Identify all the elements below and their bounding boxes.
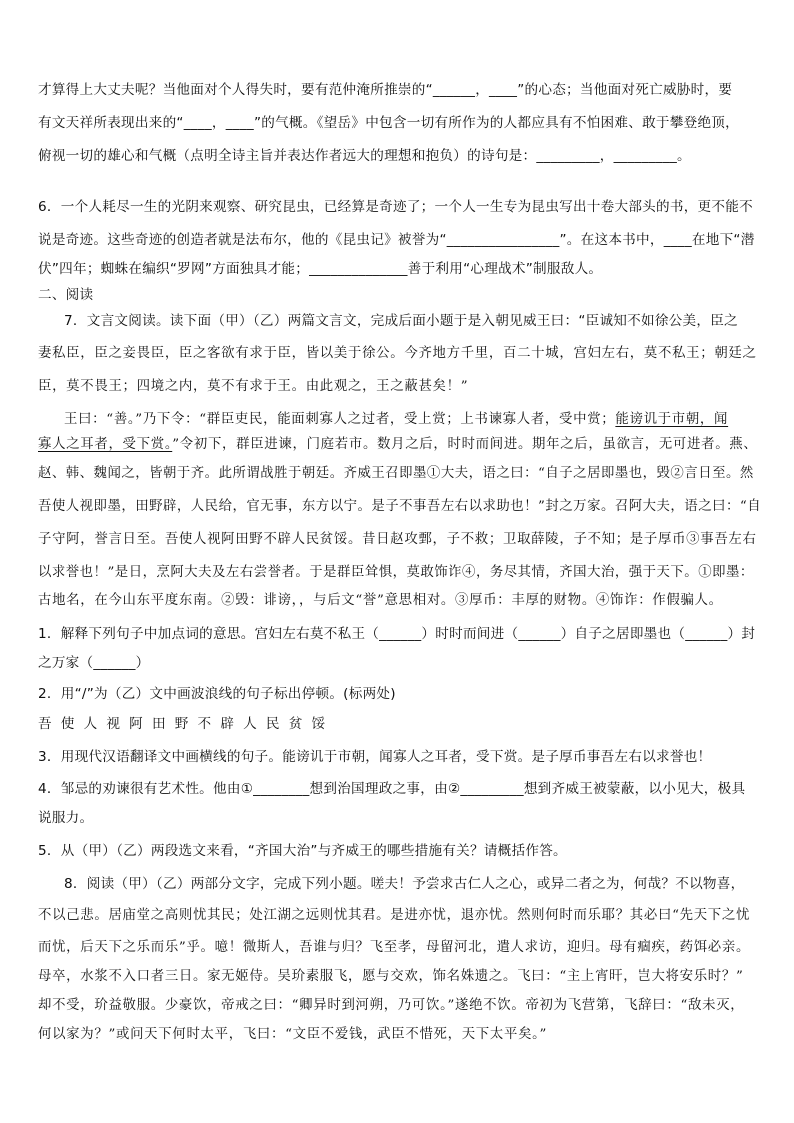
classical-text-line [38, 1027, 760, 1043]
classical-text-line [38, 379, 760, 395]
subquestion-4 [38, 781, 760, 797]
classical-text-line [38, 998, 760, 1014]
classical-text-line [38, 532, 760, 548]
question-7-line [64, 313, 760, 329]
text-line [38, 148, 760, 164]
text-segment: 以求誉也！”是日，烹阿大夫及左右尝誉者。于是群臣耸惧，莫敢饰诈④，务尽其情，齐国大治，强于天下。①即墨： [38, 565, 754, 580]
text-segment: 却不受，玠益敬服。少豪饮，帝戒之曰：“卿异时到河朔，乃可饮。”遂绝不饮。帝初为飞营第，飞辞曰：“敌未灭， [38, 998, 745, 1013]
text-segment: 2．用“/”为（乙）文中画波浪线的句子标出停顿。(标两处) [38, 686, 396, 702]
subquestion-5 [38, 843, 760, 859]
text-line [38, 655, 760, 671]
classical-text-line [38, 565, 760, 581]
text-line [38, 261, 760, 277]
annotation-line [38, 593, 760, 609]
classical-text-line [38, 346, 760, 362]
text-segment: ”令初下，群臣进谏，门庭若市。数月之后，时时而间进。期年之后，虽欲言，无可进者。燕、 [172, 437, 758, 452]
spaced-sentence [38, 716, 760, 732]
text-line [38, 82, 760, 98]
question-8-line [64, 876, 760, 892]
text-segment: 说服力。 [38, 810, 94, 826]
text-segment: 子守阿，誉言日至。吾使人视阿田野不辟人民贫馁。昔日赵攻鄄，子不救；卫取薛陵，子不知；是子厚币③事吾左右 [38, 532, 757, 547]
text-segment: 3．用现代汉语翻译文中画横线的句子。能谤讥于市朝，闻寡人之耳者，受下赏。是子厚币事吾左右以求誉也！ [38, 749, 712, 765]
subquestion-3 [38, 749, 760, 765]
text-segment: 赵、韩、魏闻之，皆朝于齐。此所谓战胜于朝廷。齐威王召即墨①大夫，语之曰：“自子之居即墨也，毁②言日至。然 [38, 466, 754, 481]
text-segment: 8．阅读（甲）（乙）两部分文字，完成下列小题。嗟夫！予尝求古仁人之心，或异二者之为，何哉？不以物喜， [64, 876, 745, 892]
text-segment: 吾使人视阿田野不辟人民贫馁 [38, 716, 335, 732]
text-segment: 妻私臣，臣之妾畏臣，臣之客欲有求于臣，皆以美于徐公。今齐地方千里，百二十城，宫妇左右，莫不私王；朝廷之 [38, 346, 757, 361]
classical-text-line [64, 412, 760, 428]
text-segment: 7．文言文阅读。读下面（甲）（乙）两篇文言文，完成后面小题于是入朝见威王曰：“臣诚知不如徐公美，臣之 [64, 313, 738, 329]
section-heading-reading [38, 287, 760, 303]
text-line [38, 232, 760, 248]
text-segment: 吾使人视即墨，田野辟，人民给，官无事，东方以宁。是子不事吾左右以求助也！”封之万家。召阿大夫，语之曰：“自 [38, 499, 762, 514]
text-segment: 而忧，后天下之乐而乐”乎。噫！微斯人，吾谁与归？飞至孝，母留河北，遣人求访，迎归。母有痼疾，药饵必亲。 [38, 940, 751, 955]
text-segment: 之万家（______） [38, 655, 150, 671]
text-segment: 王曰：“善。”乃下令：“群臣吏民，能面刺寡人之过者，受上赏；上书谏寡人者，受中赏； [64, 412, 616, 427]
classical-text-line [38, 466, 760, 482]
text-segment: 说是奇迹。这些奇迹的创造者就是法布尔，他的《昆虫记》被誉为“________________”。在这本书中，____在地下“潜 [38, 232, 755, 248]
subquestion-1 [38, 626, 760, 642]
text-line [38, 115, 760, 131]
text-segment: 才算得上大丈夫呢？当他面对个人得失时，要有范仲淹所推崇的“______，____”的心态；当他面对死亡威胁时，要 [38, 82, 733, 98]
classical-text-line [38, 499, 760, 515]
classical-text-line [38, 969, 760, 985]
text-segment: 母卒，水浆不入口者三日。家无姬侍。吴玠素服飞，愿与交欢，饰名姝遗之。飞曰：“主上宵旰，岂大将安乐时？” [38, 969, 744, 984]
underlined-text: 能谤讥于市朝，闻 [615, 412, 729, 427]
text-segment: 1．解释下列句子中加点词的意思。宫妇左右莫不私王（______）时时而间进（______）自子之居即墨也（______）封 [38, 626, 756, 642]
text-segment: 4．邹忌的劝谏很有艺术性。他由①________想到治国理政之事，由②_________想到齐威王被蒙蔽，以小见大，极具 [38, 781, 746, 797]
text-segment: 何以家为？”或问天下何时太平，飞曰：“文臣不爱钱，武臣不惜死，天下太平矣。” [38, 1027, 548, 1042]
text-line [38, 810, 760, 826]
subquestion-2 [38, 686, 760, 702]
text-segment: 有文天祥所表现出来的“____，____”的气概。《望岳》中包含一切有所作为的人都应具有不怕困难、敢于攀登绝顶， [38, 115, 739, 131]
classical-text-line [38, 437, 760, 453]
text-segment: 古地名，在今山东平度东南。②毁：诽谤，，与后文“誉”意思相对。③厚币：丰厚的财物。④饰诈：作假骗人。 [38, 593, 723, 608]
text-segment: 6．一个人耗尽一生的光阴来观察、研究昆虫，已经算是奇迹了；一个人一生专为昆虫写出十卷大部头的书，更不能不 [38, 199, 753, 215]
text-segment: 伏”四年；蜘蛛在编织“罗网”方面独具才能；______________善于利用“心理战术”制服敌人。 [38, 261, 603, 277]
text-segment: 臣，莫不畏王；四境之内，莫不有求于王。由此观之，王之蔽甚矣！” [38, 379, 469, 394]
text-segment: 俯视一切的雄心和气概（点明全诗主旨并表达作者远大的理想和抱负）的诗句是：_________，_________。 [38, 148, 691, 164]
underlined-text: 寡人之耳者，受下赏。 [38, 437, 173, 452]
text-segment: 5．从（甲）（乙）两段选文来看，“齐国大治”与齐威王的哪些措施有关？请概括作答。 [38, 843, 567, 859]
classical-text-line [38, 940, 760, 956]
text-segment: 不以己悲。居庙堂之高则忧其民；处江湖之远则忧其君。是进亦忧，退亦忧。然则何时而乐耶？其必曰“先天下之忧 [38, 908, 751, 923]
question-6-line [38, 199, 760, 215]
classical-text-line [38, 908, 760, 924]
text-segment: 二、阅读 [38, 287, 94, 303]
